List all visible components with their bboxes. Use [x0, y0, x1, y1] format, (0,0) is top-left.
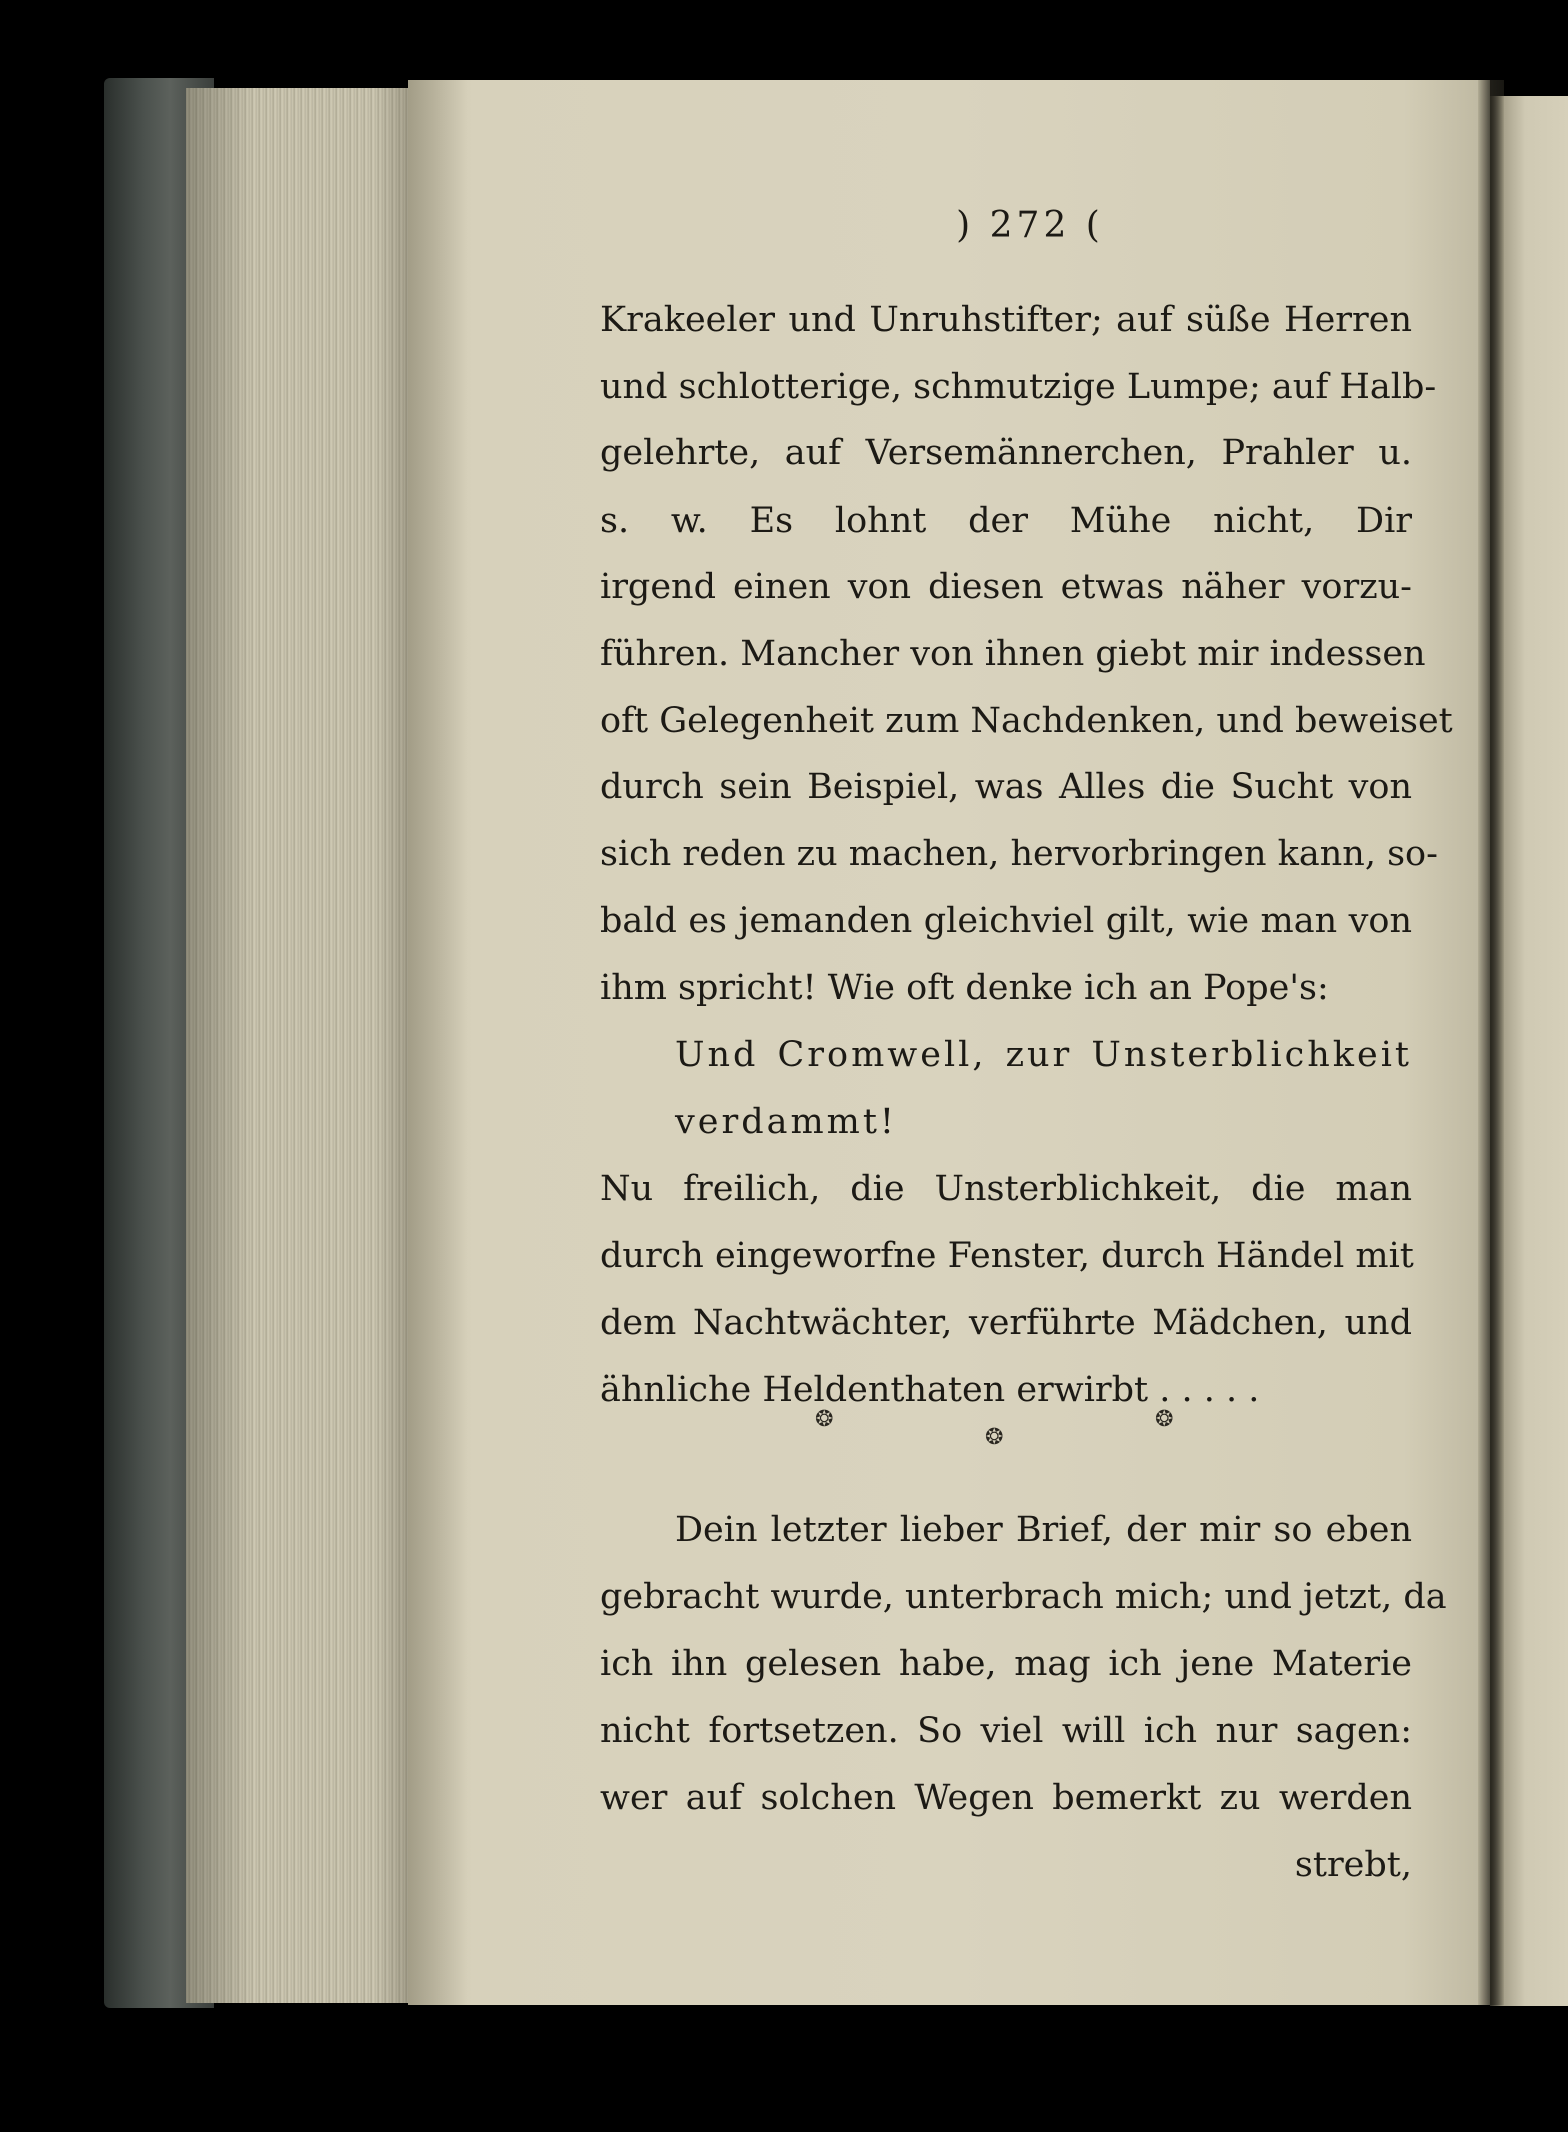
text-line: Nu freilich, die Unsterblichkeit, die man	[600, 1169, 1412, 1209]
text-line: Krakeeler und Unruhstifter; auf süße Herren	[600, 300, 1412, 340]
book-gutter	[1478, 80, 1504, 2005]
page-number-header: ) 272 (	[956, 205, 1104, 246]
text-line: dem Nachtwächter, verführte Mädchen, und	[600, 1303, 1412, 1343]
text-line: und schlotterige, schmutzige Lumpe; auf Halb-	[600, 367, 1437, 407]
page-edges-shadow	[186, 88, 408, 2003]
text-line: gelehrte, auf Versemännerchen, Prahler u.	[600, 433, 1412, 473]
text-line: sich reden zu machen, hervorbringen kann, so-	[600, 834, 1438, 874]
text-line: ähnliche Heldenthaten erwirbt . . . . .	[600, 1370, 1260, 1410]
text-line: ihm spricht! Wie oft denke ich an Pope's:	[600, 968, 1329, 1008]
text-line: oft Gelegenheit zum Nachdenken, und beweiset	[600, 701, 1453, 741]
quote-line: verdammt!	[675, 1102, 897, 1142]
text-line: ich ihn gelesen habe, mag ich jene Materie	[600, 1644, 1412, 1684]
ornament-icon: ❂	[1155, 1407, 1174, 1432]
text-line: s. w. Es lohnt der Mühe nicht, Dir	[600, 501, 1412, 541]
text-line: bald es jemanden gleichviel gilt, wie man von	[600, 901, 1412, 941]
text-line: durch sein Beispiel, was Alles die Sucht von	[600, 767, 1412, 807]
ornament-icon: ❂	[985, 1425, 1004, 1450]
catchword: strebt,	[1294, 1845, 1412, 1885]
text-line: wer auf solchen Wegen bemerkt zu werden	[600, 1778, 1412, 1818]
ornament-icon: ❂	[815, 1407, 834, 1432]
text-line: Dein letzter lieber Brief, der mir so eben	[675, 1510, 1412, 1550]
text-line: gebracht wurde, unterbrach mich; und jetzt, da	[600, 1577, 1447, 1617]
quote-line: Und Cromwell, zur Unsterblichkeit	[675, 1035, 1412, 1075]
text-line: irgend einen von diesen etwas näher vorzu-	[600, 567, 1412, 607]
text-line: durch eingeworfne Fenster, durch Händel mit	[600, 1236, 1414, 1276]
text-line: führen. Mancher von ihnen giebt mir indessen	[600, 634, 1426, 674]
page-shadow	[408, 80, 468, 2005]
text-line: nicht fortsetzen. So viel will ich nur sagen:	[600, 1711, 1412, 1751]
